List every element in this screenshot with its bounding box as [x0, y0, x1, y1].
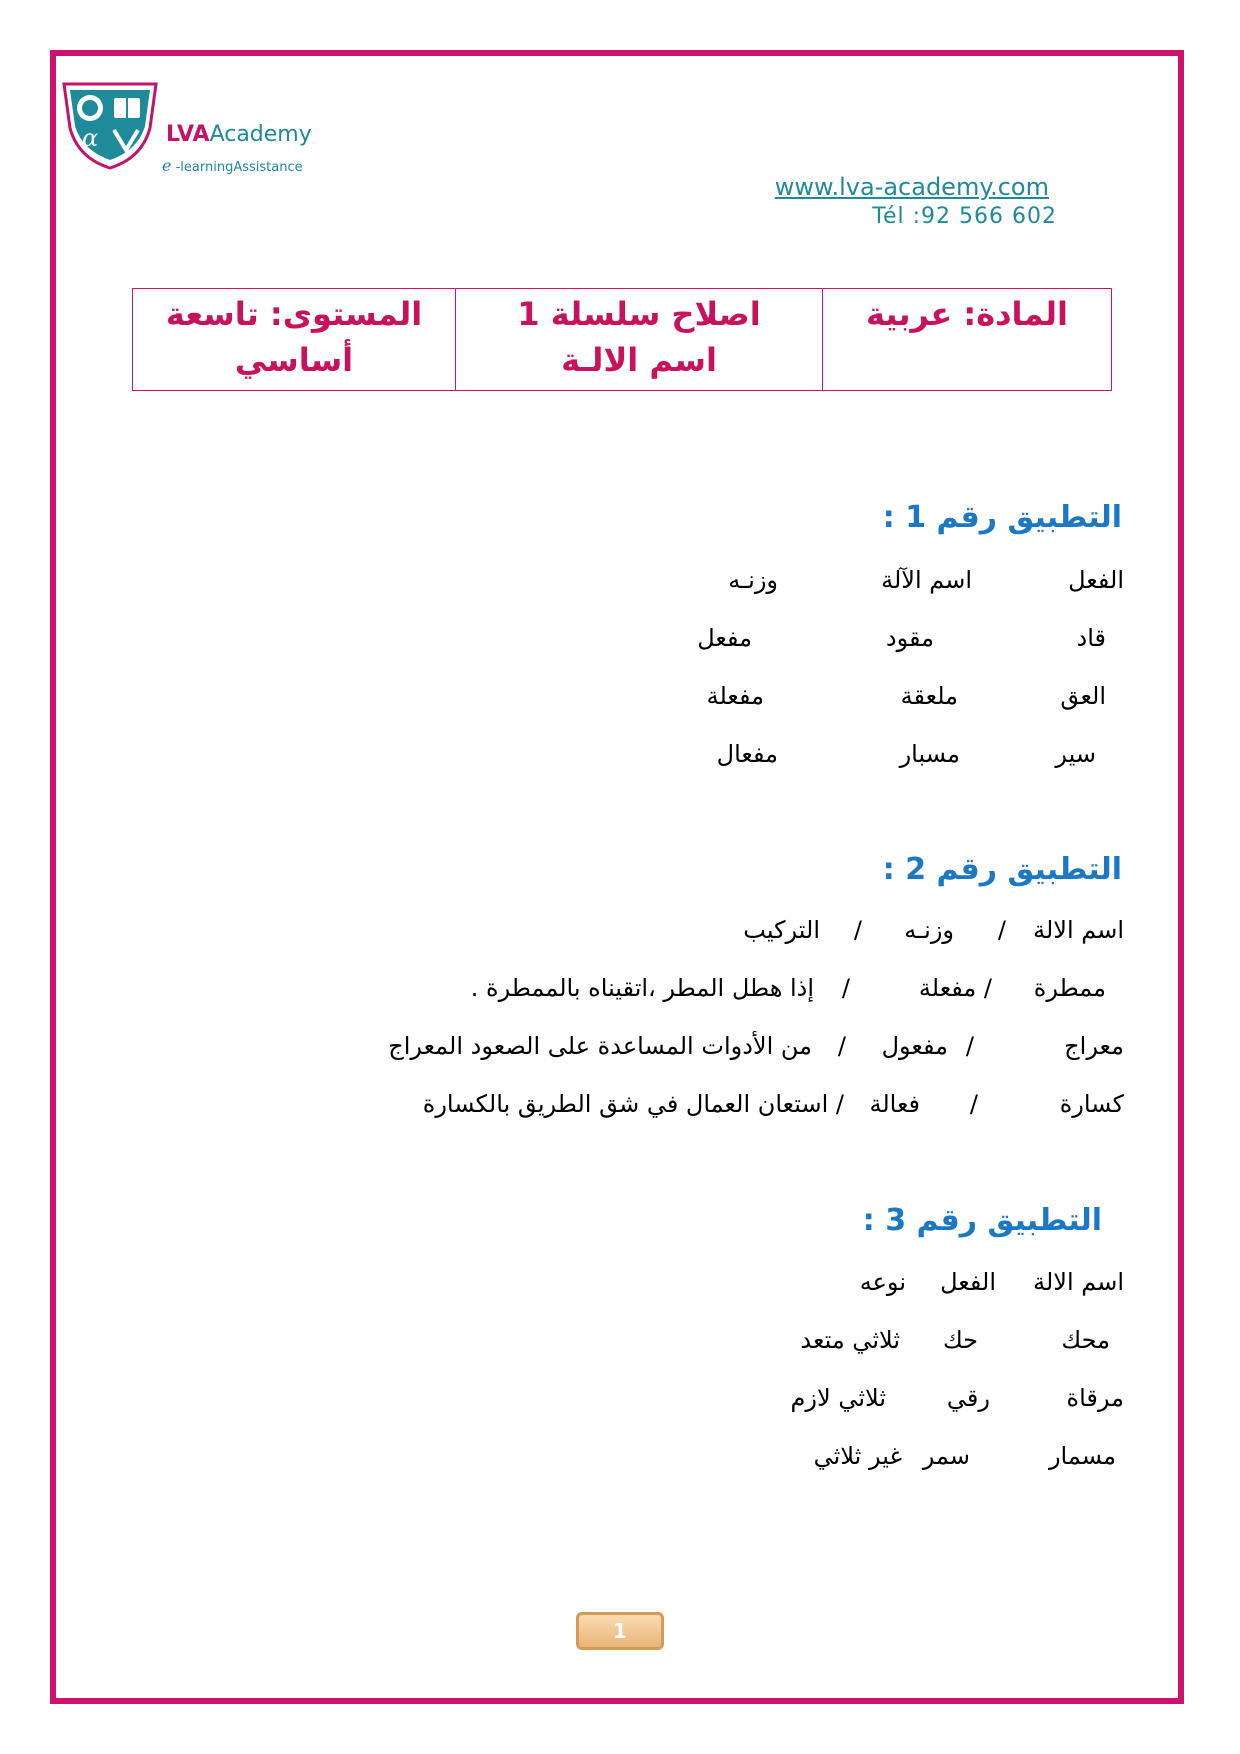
brand-academy: Academy — [209, 122, 312, 147]
ex3-row3-verb: سمر — [922, 1442, 970, 1470]
ex2-row3-tool: كسارة — [1059, 1090, 1124, 1118]
ex2-row2-pattern: مفعول — [881, 1032, 948, 1060]
ex3-row3-type: غير ثلاثي — [813, 1442, 902, 1470]
ex2-row2-sep2: / — [837, 1032, 846, 1060]
ex2-row3-sep: / — [969, 1090, 978, 1118]
page-number-badge: 1 — [576, 1612, 664, 1650]
ex3-row2-type: ثلاثي لازم — [790, 1384, 886, 1412]
title-cell — [456, 289, 823, 391]
ex3-row1-verb: حك — [942, 1326, 978, 1354]
ex1-row2-tool: ملعقة — [900, 682, 958, 710]
ex2-header-sep2: / — [853, 916, 862, 944]
tagline-e: e — [162, 156, 172, 175]
lva-shield-logo — [58, 80, 162, 170]
brand-name — [166, 122, 312, 147]
ex2-row1-tool: ممطرة — [1033, 974, 1106, 1002]
ex2-row1-pattern: / مفعلة — [918, 974, 992, 1002]
subject-cell — [823, 289, 1112, 391]
brand-lva: LVA — [166, 122, 210, 147]
subject-text: المادة: عربية — [866, 295, 1068, 333]
ex1-row3-tool: مسبار — [899, 740, 960, 768]
ex3-header-tool: اسم الالة — [1033, 1268, 1124, 1296]
ex1-row1-pattern: مفعل — [697, 624, 752, 652]
phone-number: Tél :92 566 602 — [872, 204, 1057, 229]
ex2-row2-tool: معراج — [1064, 1032, 1124, 1060]
ex3-header-type: نوعه — [859, 1268, 906, 1296]
ex2-row2-sep1: / — [965, 1032, 974, 1060]
ex2-row3-usage: / استعان العمال في شق الطريق بالكسارة — [422, 1090, 844, 1118]
ex2-row1-usage: إذا هطل المطر ،اتقيناه بالممطرة . — [470, 974, 814, 1002]
ex1-header-pattern: وزنـه — [728, 566, 778, 594]
ex2-row3-pattern: فعالة — [869, 1090, 920, 1118]
exercise3-title: التطبيق رقم 3 : — [862, 1203, 1102, 1238]
ex2-header-tool: اسم الالة — [1033, 916, 1124, 944]
website-link[interactable]: www.lva-academy.com — [774, 173, 1049, 201]
ex3-row3-tool: مسمار — [1048, 1442, 1116, 1470]
info-table — [132, 288, 1112, 391]
ex1-row3-pattern: مفعال — [716, 740, 778, 768]
ex3-row2-tool: مرقاة — [1066, 1384, 1124, 1412]
ex2-row2-usage: من الأدوات المساعدة على الصعود المعراج — [388, 1032, 812, 1060]
ex1-row1-verb: قاد — [1076, 624, 1106, 652]
ex3-row1-type: ثلاثي متعد — [800, 1326, 900, 1354]
ex1-row2-pattern: مفعلة — [706, 682, 764, 710]
title-line2: اسم الالـة — [561, 341, 717, 379]
ex2-header-pattern: وزنـه — [904, 916, 954, 944]
ex1-row3-verb: سير — [1055, 740, 1096, 768]
exercise1-title: التطبيق رقم 1 : — [882, 500, 1122, 535]
tagline-text: -learningAssistance — [171, 160, 303, 175]
ex2-header-usage: التركيب — [743, 916, 820, 944]
ex2-header-sep1: / — [997, 916, 1006, 944]
ex2-row1-sep: / — [841, 974, 850, 1002]
ex3-row2-verb: رقي — [946, 1384, 990, 1412]
title-line1: اصلاح سلسلة 1 — [517, 295, 761, 333]
svg-text:α: α — [82, 124, 99, 152]
level-cell — [133, 289, 456, 391]
ex1-header-tool: اسم الآلة — [881, 566, 972, 594]
ex1-header-verb: الفعل — [1068, 566, 1124, 594]
ex3-header-verb: الفعل — [940, 1268, 996, 1296]
ex3-row1-tool: محك — [1061, 1326, 1110, 1354]
brand-tagline — [162, 156, 303, 175]
level-line1: المستوى: تاسعة — [165, 295, 423, 333]
level-line2: أساسي — [234, 341, 354, 379]
ex1-row1-tool: مقود — [885, 624, 934, 652]
exercise2-title: التطبيق رقم 2 : — [882, 852, 1122, 887]
ex1-row2-verb: العق — [1060, 682, 1106, 710]
